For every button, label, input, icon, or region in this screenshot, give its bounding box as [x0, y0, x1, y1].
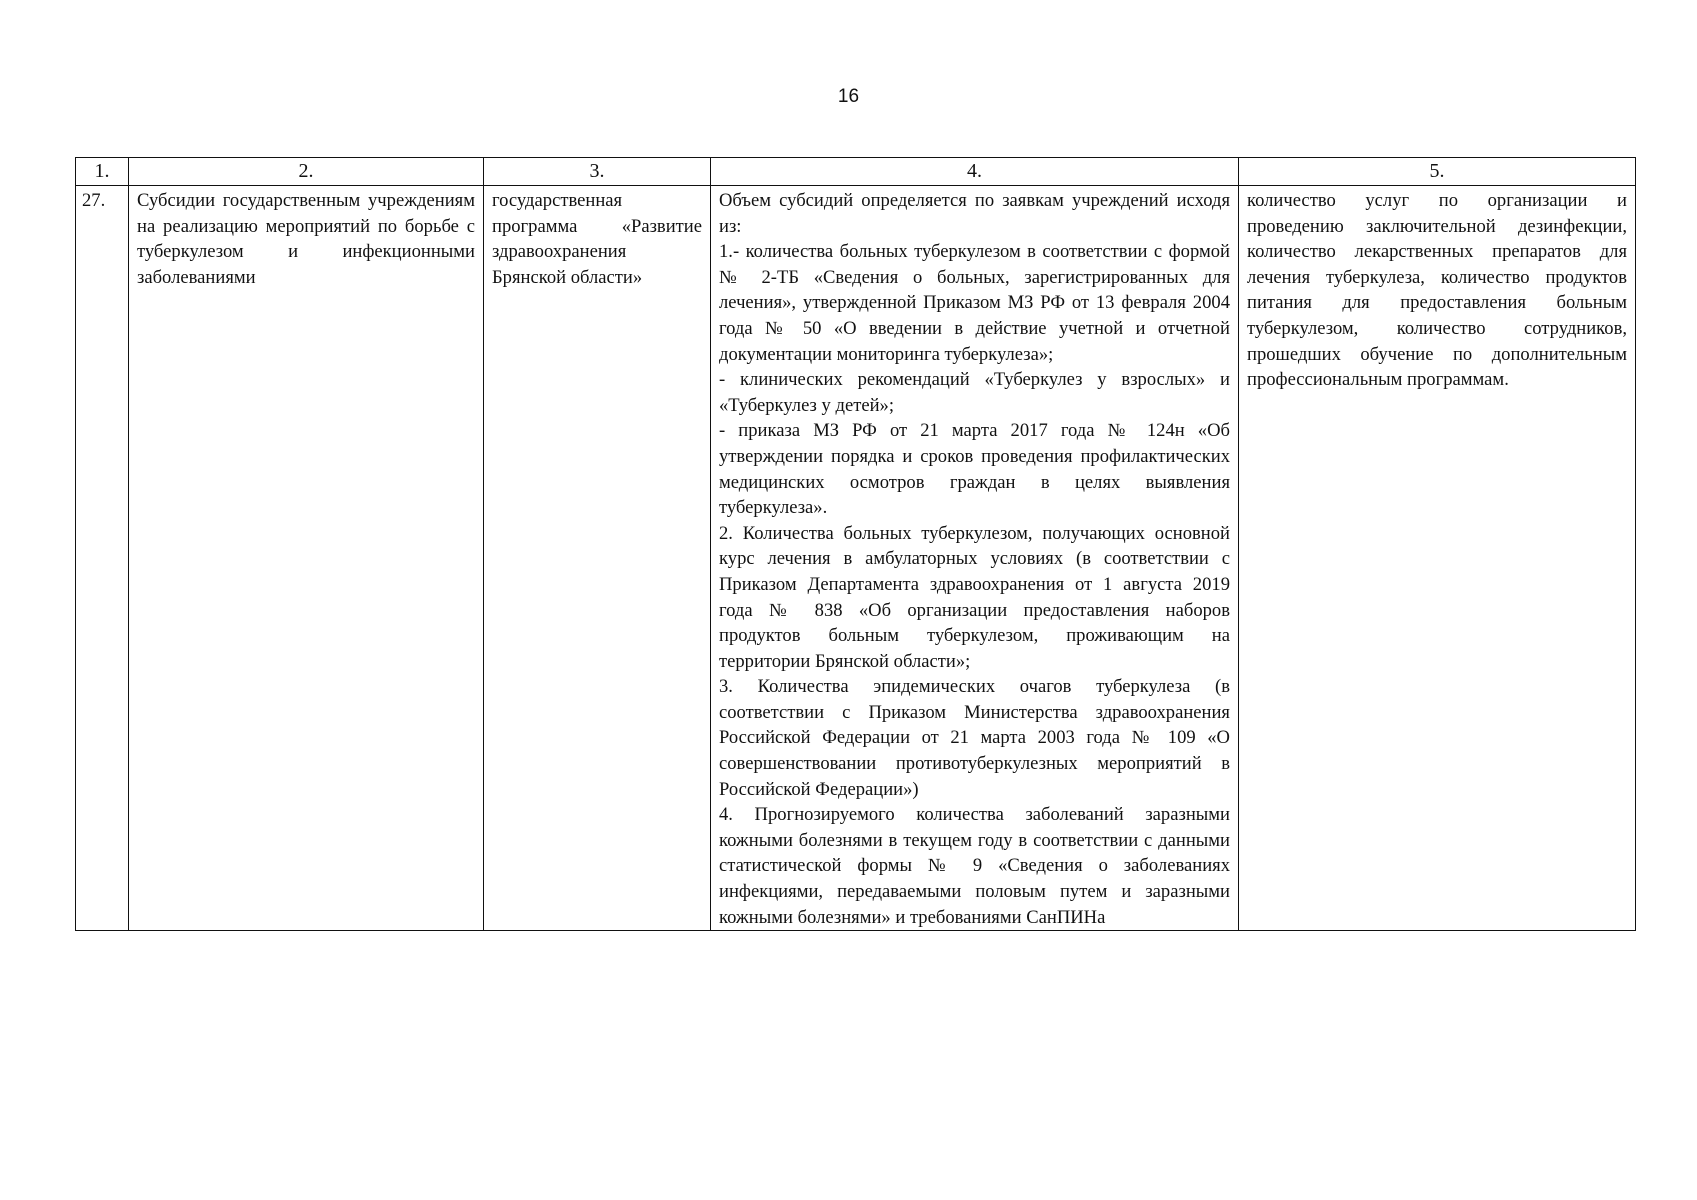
header-col-4: 4. — [711, 158, 1239, 186]
basis-paragraph: - приказа МЗ РФ от 21 марта 2017 года № 124н «Об утверждении порядка и сроков проведения профилактических медицинских осмотров граждан в целях выявления туберкулеза». — [719, 420, 1230, 519]
basis-paragraph: Объем субсидий определяется по заявкам учреждений исходя из: — [719, 190, 1230, 237]
basis-paragraph: 3. Количества эпидемических очагов туберкулеза (в соответствии с Приказом Министерства здравоохранения Российской Федерации от 21 марта 2003 года № 109 «О совершенствовании противотуберкулезных мероприятий в Российской Федерации») — [719, 676, 1230, 800]
table-row — [76, 186, 1636, 931]
program-cell: государственная программа «Развитие здравоохранения Брянской области» — [484, 186, 711, 931]
indicators-cell: количество услуг по организации и проведению заключительной дезинфекции, количество лекарственных препаратов для лечения туберкулеза, количество продуктов питания для предоставления больным туберкулезом, количество сотрудников, прошедших обучение по дополнительным профессиональным программам. — [1239, 186, 1636, 931]
basis-paragraph: - клинических рекомендаций «Туберкулез у взрослых» и «Туберкулез у детей»; — [719, 369, 1230, 416]
table-header-row — [76, 158, 1636, 186]
header-col-3: 3. — [484, 158, 711, 186]
page-number: 16 — [837, 86, 860, 107]
header-col-1: 1. — [76, 158, 129, 186]
basis-paragraph: 4. Прогнозируемого количества заболеваний заразными кожными болезнями в текущем году в соответствии с данными статистической формы № 9 «Сведения о заболеваниях инфекциями, передаваемыми половым путем и заразными кожными болезнями» и требованиями СанПИНа — [719, 804, 1230, 928]
header-col-2: 2. — [129, 158, 484, 186]
document-table — [75, 157, 1636, 931]
basis-paragraph: 1.- количества больных туберкулезом в соответствии с формой № 2-ТБ «Сведения о больных, зарегистрированных для лечения», утвержденной Приказом МЗ РФ от 13 февраля 2004 года № 50 «О введении в действие учетной и отчетной документации мониторинга туберкулеза»; — [719, 241, 1230, 365]
header-col-5: 5. — [1239, 158, 1636, 186]
basis-paragraph: 2. Количества больных туберкулезом, получающих основной курс лечения в амбулаторных условиях (в соответствии с Приказом Департамента здравоохранения от 1 августа 2019 года № 838 «Об организации предоставления наборов продуктов больным туберкулезом, проживающим на территории Брянской области»; — [719, 522, 1230, 672]
subsidy-name-cell: Субсидии государственным учреждениям на реализацию мероприятий по борьбе с туберкулезом и инфекционными заболеваниями — [129, 186, 484, 931]
basis-cell — [711, 186, 1239, 931]
row-number: 27. — [76, 186, 129, 931]
